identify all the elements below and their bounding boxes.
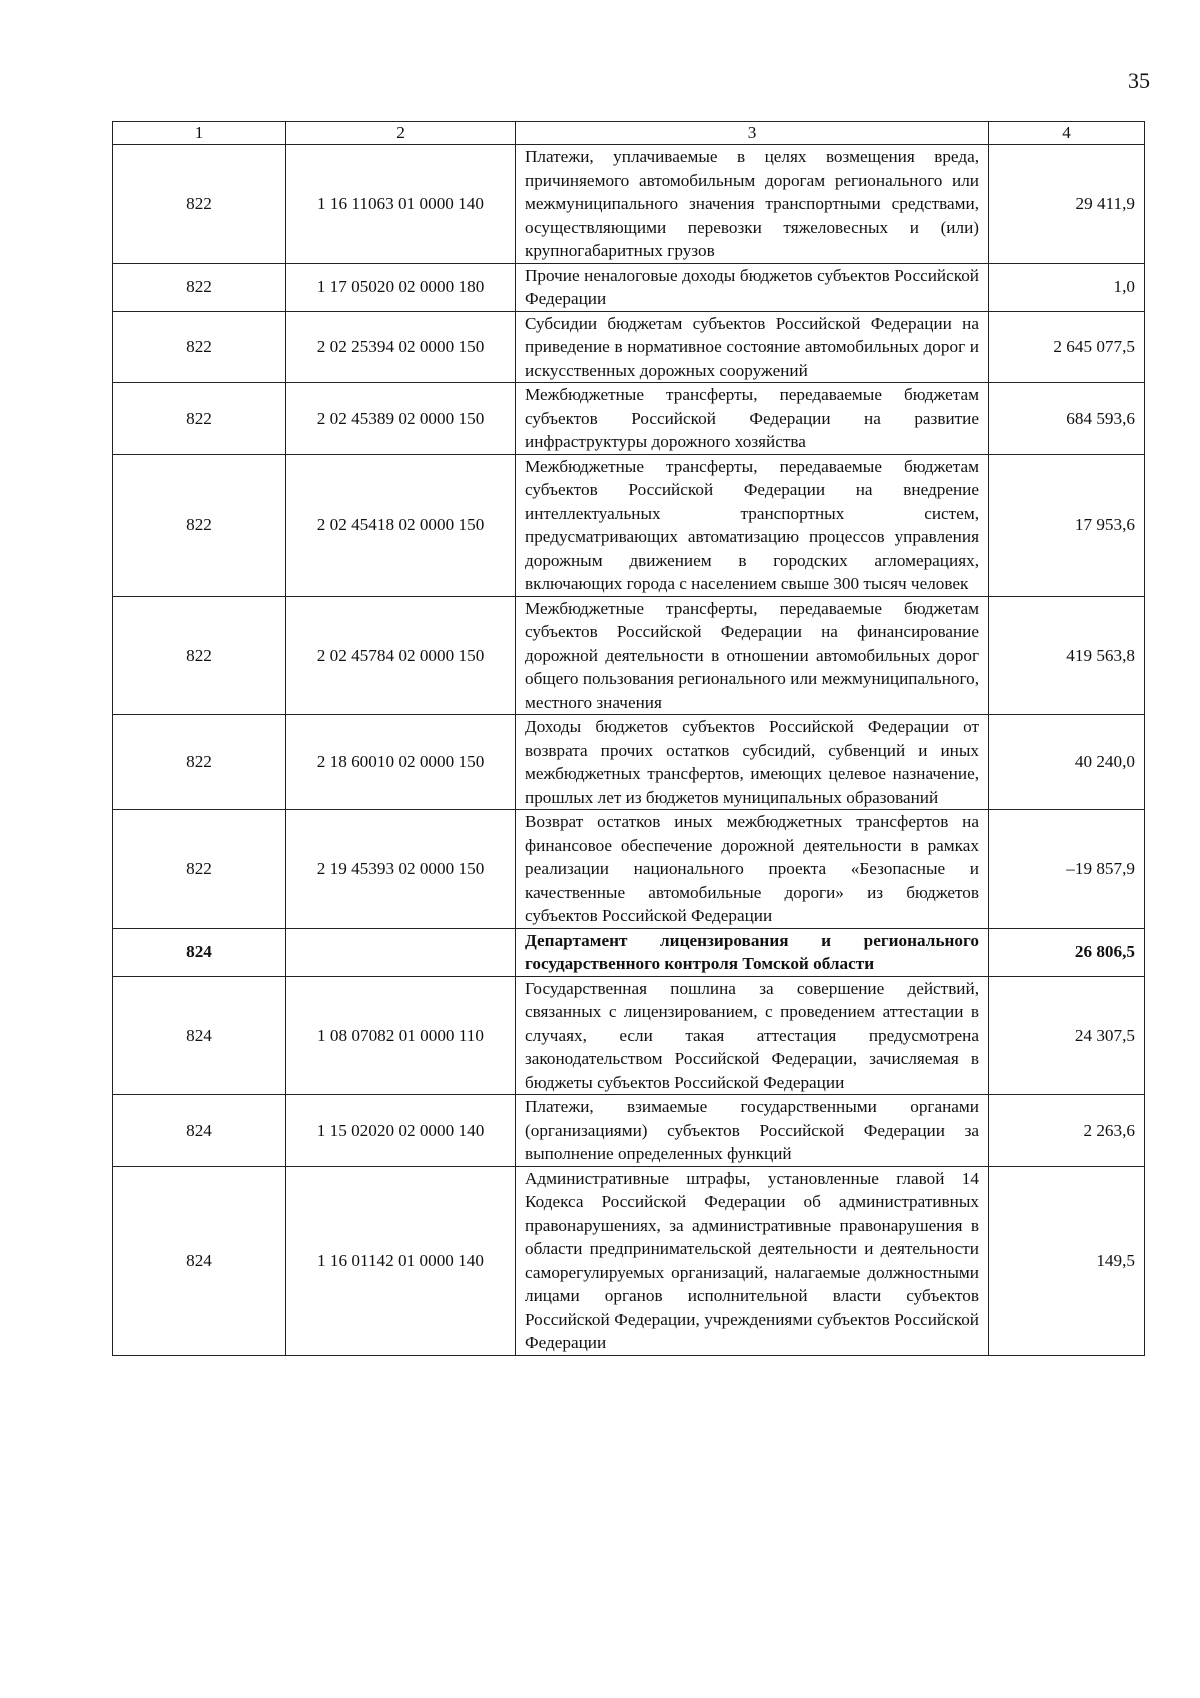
amount-cell: 17 953,6: [989, 454, 1145, 596]
admin-code-cell: 824: [113, 928, 286, 976]
admin-code-cell: 822: [113, 596, 286, 715]
revenue-name-cell: Платежи, уплачиваемые в целях возмещения вреда, причиняемого автомобильным дорогам регионального или межмуниципального значения транспортными средствами, осуществляющими перевозки тяжеловесных и (или) крупногабаритных грузов: [516, 145, 989, 264]
budget-code-cell: 2 02 45389 02 0000 150: [286, 383, 516, 455]
table-row: [113, 454, 1145, 596]
admin-code-cell: 822: [113, 454, 286, 596]
table-header-row: [113, 122, 1145, 145]
amount-cell: 2 645 077,5: [989, 311, 1145, 383]
amount-cell: 419 563,8: [989, 596, 1145, 715]
admin-code-cell: 822: [113, 145, 286, 264]
amount-cell: 149,5: [989, 1166, 1145, 1355]
header-col-2: 2: [286, 122, 516, 145]
revenue-name-cell: Прочие неналоговые доходы бюджетов субъектов Российской Федерации: [516, 263, 989, 311]
revenue-table: [112, 121, 1145, 1356]
amount-cell: 684 593,6: [989, 383, 1145, 455]
amount-cell: 24 307,5: [989, 976, 1145, 1095]
amount-cell: 1,0: [989, 263, 1145, 311]
table-row: [113, 263, 1145, 311]
admin-code-cell: 824: [113, 976, 286, 1095]
revenue-name-cell: Государственная пошлина за совершение действий, связанных с лицензированием, с проведением аттестации в случаях, если такая аттестация предусмотрена законодательством Российской Федерации, зачисляемая в бюджеты субъектов Российской Федерации: [516, 976, 989, 1095]
budget-code-cell: 1 15 02020 02 0000 140: [286, 1095, 516, 1167]
table-row: [113, 311, 1145, 383]
amount-cell: –19 857,9: [989, 810, 1145, 929]
table-row: [113, 1166, 1145, 1355]
admin-code-cell: 822: [113, 383, 286, 455]
page-number: 35: [1128, 68, 1150, 93]
admin-code-cell: 822: [113, 263, 286, 311]
revenue-name-cell: Возврат остатков иных межбюджетных трансфертов на финансовое обеспечение дорожной деятельности в рамках реализации национального проекта «Безопасные и качественные автомобильные дороги» из бюджетов субъектов Российской Федерации: [516, 810, 989, 929]
budget-code-cell: 2 02 45784 02 0000 150: [286, 596, 516, 715]
budget-code-cell: [286, 928, 516, 976]
table-row: [113, 976, 1145, 1095]
header-col-1: 1: [113, 122, 286, 145]
department-row: [113, 928, 1145, 976]
revenue-name-cell: Доходы бюджетов субъектов Российской Федерации от возврата прочих остатков субсидий, субвенций и иных межбюджетных трансфертов, имеющих целевое назначение, прошлых лет из бюджетов муниципальных образований: [516, 715, 989, 810]
header-col-3: 3: [516, 122, 989, 145]
revenue-name-cell: Межбюджетные трансферты, передаваемые бюджетам субъектов Российской Федерации на финансирование дорожной деятельности в отношении автомобильных дорог общего пользования регионального или межмуниципального, местного значения: [516, 596, 989, 715]
budget-code-cell: 2 18 60010 02 0000 150: [286, 715, 516, 810]
budget-code-cell: 1 17 05020 02 0000 180: [286, 263, 516, 311]
revenue-name-cell: Межбюджетные трансферты, передаваемые бюджетам субъектов Российской Федерации на внедрение интеллектуальных транспортных систем, предусматривающих автоматизацию процессов управления дорожным движением в городских агломерациях, включающих города с населением свыше 300 тысяч человек: [516, 454, 989, 596]
admin-code-cell: 822: [113, 715, 286, 810]
admin-code-cell: 824: [113, 1166, 286, 1355]
table-row: [113, 596, 1145, 715]
amount-cell: 29 411,9: [989, 145, 1145, 264]
budget-code-cell: 1 16 01142 01 0000 140: [286, 1166, 516, 1355]
amount-cell: 2 263,6: [989, 1095, 1145, 1167]
budget-code-cell: 2 19 45393 02 0000 150: [286, 810, 516, 929]
table-row: [113, 145, 1145, 264]
revenue-name-cell: Платежи, взимаемые государственными органами (организациями) субъектов Российской Федерации за выполнение определенных функций: [516, 1095, 989, 1167]
department-total-cell: 26 806,5: [989, 928, 1145, 976]
header-col-4: 4: [989, 122, 1145, 145]
budget-code-cell: 2 02 25394 02 0000 150: [286, 311, 516, 383]
admin-code-cell: 822: [113, 810, 286, 929]
admin-code-cell: 822: [113, 311, 286, 383]
budget-code-cell: 1 08 07082 01 0000 110: [286, 976, 516, 1095]
revenue-name-cell: Административные штрафы, установленные главой 14 Кодекса Российской Федерации об административных правонарушениях, за административные правонарушения в области предпринимательской деятельности и деятельности саморегулируемых организаций, налагаемые должностными лицами органов исполнительной власти субъектов Российской Федерации, учреждениями субъектов Российской Федерации: [516, 1166, 989, 1355]
budget-code-cell: 1 16 11063 01 0000 140: [286, 145, 516, 264]
table-row: [113, 383, 1145, 455]
budget-code-cell: 2 02 45418 02 0000 150: [286, 454, 516, 596]
revenue-name-cell: Субсидии бюджетам субъектов Российской Федерации на приведение в нормативное состояние автомобильных дорог и искусственных дорожных сооружений: [516, 311, 989, 383]
table-row: [113, 1095, 1145, 1167]
table-row: [113, 715, 1145, 810]
revenue-name-cell: Межбюджетные трансферты, передаваемые бюджетам субъектов Российской Федерации на развитие инфраструктуры дорожного хозяйства: [516, 383, 989, 455]
department-name-cell: Департамент лицензирования и регионального государственного контроля Томской области: [516, 928, 989, 976]
amount-cell: 40 240,0: [989, 715, 1145, 810]
admin-code-cell: 824: [113, 1095, 286, 1167]
table-row: [113, 810, 1145, 929]
